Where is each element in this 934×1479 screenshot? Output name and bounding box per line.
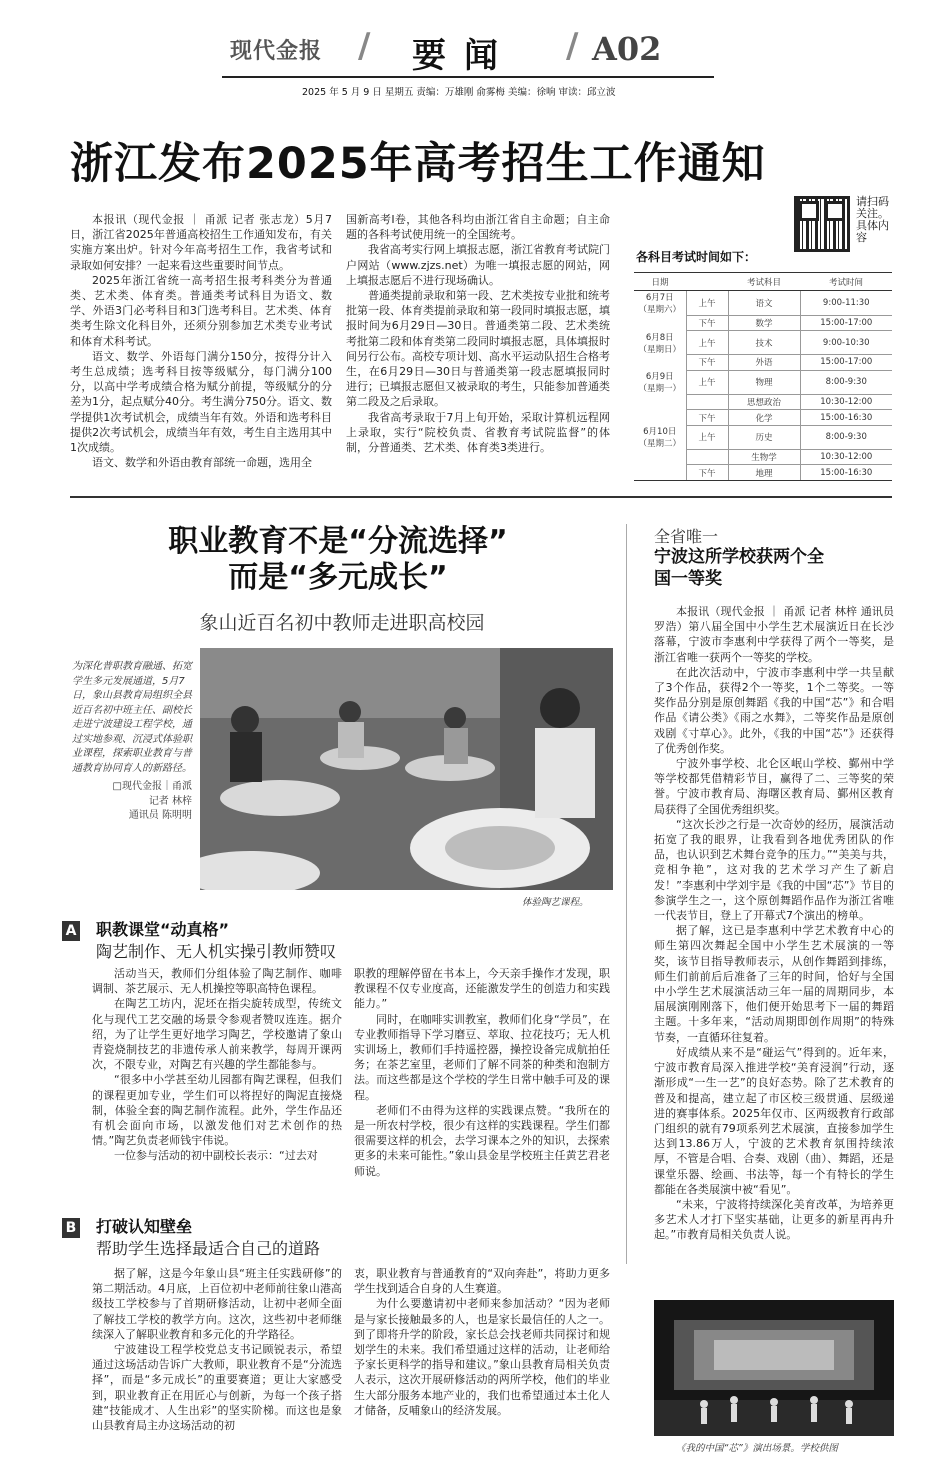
subject-cell: 物理 (728, 370, 800, 394)
photo-side-caption (72, 660, 192, 824)
section-divider (70, 496, 892, 498)
weekday-text: （星期二） (638, 439, 681, 450)
timetable-title: 各科目考试时间如下： (636, 250, 757, 264)
time-cell: 9:00-11:30 (800, 291, 892, 316)
period-cell: 下午 (686, 315, 728, 331)
paper-name: 现代金报 (230, 38, 323, 64)
subject-cell: 语文 (728, 291, 800, 316)
qr-code[interactable] (794, 196, 850, 252)
timetable-row (634, 394, 892, 410)
paragraph: 一位参与活动的初中副校长表示：“过去对 (114, 1149, 318, 1163)
date-cell (634, 465, 686, 481)
paragraph: 宁波外事学校、北仑区岷山学校、鄞州中学等学校都凭借精彩节目，赢得了二、三等奖的荣誉。宁波市教育局、海曙区教育局、鄞州区教育局获得了全国优秀组织奖。 (654, 757, 894, 816)
date-cell (634, 449, 686, 465)
paragraph: “未来，宁波将持续深化美育改革，为培养更多艺术人才打下坚实基础，让更多的新星再冉升起。”市教育局相关负责人说。 (654, 1197, 894, 1242)
section-b-title: 打破认知壁垒 (96, 1217, 193, 1236)
date-cell (634, 331, 686, 355)
credit-line: 记者 林梓 (148, 795, 192, 807)
paragraph: 国新高考Ⅰ卷，其他各科均由浙江省自主命题；自主命题的各科考试使用统一的全国统考。 (346, 213, 610, 242)
paragraph: 为什么要邀请初中老师来参加活动？“因为老师是与家长接触最多的人，也是家长最信任的人之一。到了即将升学的阶段，家长总会找老师共同探讨和规划学生的未来。我们希望通过这样的活动，让老师给予家长更科学的指导和建议。”象山县教育局相关负责人表示，这次开展研修活动的两所学校，他们的毕业生大部分服务本地产业的，我们也希望通过本土化人才储备，反哺象山的经济发展。 (354, 1297, 610, 1417)
credit-line: □现代金报｜甬派 (112, 781, 192, 792)
lead-column-1 (70, 212, 332, 470)
section-a-column-2 (354, 966, 610, 1179)
subject-cell: 历史 (728, 425, 800, 449)
date-cell (634, 355, 686, 371)
timetable-row (634, 315, 892, 331)
paragraph: 本报讯（现代金报 ｜ 甬派 记者 林梓 通讯员 罗浩）第八届全国中小学生艺术展演近日在长沙落幕，宁波市李惠利中学获得了两个一等奖，是浙江省唯一获两个一等奖的学校。 (654, 605, 894, 664)
dateline: 2025 年 5 月 9 日 星期五 责编：万雄刚 俞雾梅 美编：徐响 审读：邱立波 (302, 87, 616, 98)
story2-subtitle: 象山近百名初中教师走进职高校园 (199, 612, 485, 634)
paragraph: 据了解，这已是李惠利中学艺术教育中心的师生第四次舞起全国中小学生艺术展演的一等奖，该节目指导教师表示，从创作舞蹈到排练，师生们前前后后准备了三年的时间，恰好与全国中小学生艺术展演活动三年一届的周期同步，本届展演刚刚落下，他们便开始思考下一届的舞蹈主题。十多年来，“活动周期即创作周期”的特殊节奏，一直循环往复着。 (654, 924, 894, 1044)
subject-cell: 技术 (728, 331, 800, 355)
photo-credit (72, 780, 192, 824)
headline-line: 职业教育不是“分流选择” (168, 524, 508, 559)
period-cell: 下午 (686, 465, 728, 481)
time-cell: 15:00-16:30 (800, 465, 892, 481)
masthead (0, 0, 934, 100)
timetable-row (634, 410, 892, 426)
page-number: A02 (592, 30, 662, 68)
column-rule (626, 524, 627, 1264)
dance-photo (654, 1300, 894, 1436)
paragraph: 我省高考实行网上填报志愿，浙江省教育考试院门户网站（www.zjzs.net）为唯一填报志愿的网站，网上填报志愿后不进行现场确认。 (346, 243, 610, 287)
credit-line: 通讯员 陈明明 (128, 810, 192, 821)
date-cell (634, 315, 686, 331)
paragraph: 在陶艺工坊内，泥坯在指尖旋转成型，传统文化与现代工艺交融的场景令参观者赞叹连连。据介绍，为了让学生更好地学习陶艺，学校邀请了象山青瓷烧制技艺的非遗传承人前来教学，每周开课两次，不限专业，对陶艺有兴趣的学生都能参与。 (92, 997, 342, 1072)
timetable-row (634, 449, 892, 465)
masthead-slash: / (358, 26, 371, 66)
exam-timetable (634, 272, 892, 481)
time-cell: 15:00-17:00 (800, 355, 892, 371)
paragraph: “这次长沙之行是一次奇妙的经历，展演活动拓宽了我的眼界，让我看到各地优秀团队的作品，也认识到艺术舞台竞争的压力。”“美美与共，竞相争艳”，这对我的艺术学习产生了新启发！”李惠利中学刘宇是《我的中国“芯”》节目的参演学生之一，这个原创舞蹈作品作为浙江省唯一代表节目，登上了开幕式7个演出的榜单。 (654, 817, 894, 923)
date-cell (634, 410, 686, 426)
story3-body (654, 604, 894, 1243)
pottery-photo-image (200, 648, 613, 890)
paragraph: 衷，职业教育与普通教育的“双向奔赴”，将助力更多学生找到适合自身的人生赛道。 (354, 1267, 610, 1296)
date-text: 6月8日 (645, 332, 674, 343)
headline-line: 而是“多元成长” (228, 560, 448, 595)
subject-cell: 数学 (728, 315, 800, 331)
section-name: 要闻 (412, 36, 516, 76)
time-cell: 15:00-17:00 (800, 315, 892, 331)
period-cell: 上午 (686, 291, 728, 316)
section-a-title: 职教课堂“动真格” (96, 920, 230, 939)
weekday-text: （星期六） (638, 305, 681, 315)
header-cell: 考试科目 (728, 273, 800, 291)
section-b-column-2 (354, 1266, 610, 1418)
paragraph: 普通类提前录取和第一段、艺术类按专业批和统考批第一段、体育类提前录取和第一段同时填报志愿，填报时间为6月29日—30日。普通类第二段、艺术类统考批第二段和体育类第二段同时填报志愿，具体填报时间另行公布。高校专项计划、高水平运动队招生合格考生，在6月29日—30日与普通类第一段志愿填报同时进行；已填报志愿但又被录取的考生，只能参加普通类第二段及之后录取。 (346, 289, 610, 409)
timetable-row (634, 291, 892, 316)
subject-cell: 化学 (728, 410, 800, 426)
date-text: 6月10日 (643, 427, 677, 438)
story3-kicker: 全省唯一 (654, 527, 719, 546)
masthead-rule (222, 76, 714, 78)
lead-headline: 浙江发布2025年高考招生工作通知 (70, 139, 766, 189)
paragraph: 语文、数学、外语每门满分150分，按得分计入考生总成绩；选考科目按等级赋分，每门满分100分，以高中学考成绩合格为赋分前提，等级赋分的分差为1分，起点赋分40分。考生满分750分。语文、数学提供1次考试机会，成绩当年有效。外语和选考科目提供2次考试机会，成绩当年有效，考生自主选用其中1次成绩。 (70, 349, 332, 455)
subject-cell: 外语 (728, 355, 800, 371)
section-b-badge: B (62, 1218, 80, 1238)
paragraph: 本报讯（现代金报 ｜ 甬派 记者 张志龙）5月7日，浙江省2025年普通高校招生工作通知发布，有关实施方案出炉。针对今年高考招生工作，我省考试和录取如何安排？一起来看这些重要时间节点。 (70, 213, 332, 272)
section-b-column-1 (92, 1266, 342, 1433)
date-cell (634, 425, 686, 449)
paragraph: 我省高考录取于7月上旬开始，采取计算机远程网上录取，实行“院校负责、省教育考试院监督”的体制，分普通类、艺术类、体育类3类进行。 (346, 410, 610, 455)
period-cell: 上午 (686, 425, 728, 449)
paragraph: 活动当天，教师们分组体验了陶艺制作、咖啡调制、茶艺展示、无人机操控等职高特色课程。 (92, 967, 342, 996)
header-cell: 日期 (634, 273, 686, 291)
period-cell: 上午 (686, 331, 728, 355)
period-cell: 上午 (686, 370, 728, 394)
paragraph: 在此次活动中，宁波市李惠利中学一共呈献了3个作品，获得2个一等奖，1个二等奖。一等奖作品分别是原创舞蹈《我的中国“芯”》和合唱作品《请公类》《雨之水舞》，二等奖作品是原创戏剧《寸草心》。此外，《我的中国“芯”》还获得了优秀创作奖。 (654, 665, 894, 755)
paragraph: “很多中小学甚至幼儿园都有陶艺课程，但我们的课程更加专业，学生们可以将捏好的陶泥直接烧制，体验全套的陶艺制作流程。此外，学生作品还有机会面向市场，以激发他们对艺术创作的热情。”陶艺负责老师钱宇伟说。 (92, 1073, 342, 1148)
subject-cell: 地理 (728, 465, 800, 481)
time-cell: 10:30-12:00 (800, 449, 892, 465)
header-cell: 考试时间 (800, 273, 892, 291)
period-cell (686, 394, 728, 410)
period-cell: 下午 (686, 410, 728, 426)
section-b-subtitle: 帮助学生选择最适合自己的道路 (96, 1239, 321, 1258)
pottery-photo (200, 648, 613, 890)
paragraph: 同时，在咖啡实训教室，教师们化身“学员”，在专业教师指导下学习磨豆、萃取、拉花技巧；无人机实训场上，教师们手持遥控器，操控设备完成航拍任务；在茶艺室里，老师们了解不同茶的种类和泡制方法。而这些都是这个学校的学生日常中触手可及的课程。 (354, 1012, 610, 1102)
qr-caption-line: 具体内容 (856, 219, 889, 244)
dance-photo-image (654, 1300, 894, 1436)
paragraph: 好成绩从来不是“碰运气”得到的。近年来，宁波市教育局深入推进学校“美育浸润”行动，逐渐形成“一生一艺”的良好态势。除了艺术教育的普及和提高，建立起了市区校三级贯通、层级递进的赛事体系。2025年仅市、区两级教育行政部门组织的就有79项系列艺术展演，直接参加学生达到13.86万人，宁波的艺术教育氛围持续浓厚，不管是合唱、合奏、戏剧（曲）、舞蹈，还是课堂乐器、绘画、书法等，每一个有特长的学生都能在各类展演中被“看见”。 (654, 1045, 894, 1196)
date-text: 6月9日 (645, 372, 674, 383)
timetable-row (634, 331, 892, 355)
header-cell (686, 273, 728, 291)
caption-text: 为深化普职教育融通、拓宽学生多元发展通道，5月7日，象山县教育局组织全县近百名初中班主任、副校长走进宁波建设工程学校，通过实地参观、沉浸式体验职业课程，探索职业教育与普通教育协同育人的新路径。 (72, 661, 192, 774)
date-text: 6月7日 (645, 293, 674, 303)
lead-column-2 (346, 212, 610, 455)
timetable-row (634, 425, 892, 449)
date-cell (634, 370, 686, 394)
photo-caption: 体验陶艺课程。 (522, 897, 589, 908)
section-a-subtitle: 陶艺制作、无人机实操引教师赞叹 (96, 942, 337, 961)
story3-headline: 宁波这所学校获两个全国一等奖 (654, 547, 824, 589)
timetable-row (634, 370, 892, 394)
masthead-slash: / (566, 26, 579, 66)
photo-caption: 《我的中国“芯”》演出场景。学校供图 (676, 1443, 838, 1454)
period-cell (686, 449, 728, 465)
time-cell: 10:30-12:00 (800, 394, 892, 410)
time-cell: 8:00-9:30 (800, 425, 892, 449)
weekday-text: （星期一） (638, 384, 681, 395)
time-cell: 9:00-10:30 (800, 331, 892, 355)
paragraph: 据了解，这是今年象山县“班主任实践研修”的第二期活动。4月底，上百位初中老师前往象山港高级技工学校参与了首期研修活动，让初中老师全面了解技工学校的教学方向。这次，这些初中老师继续深入了解职业教育和多元化的升学路径。 (92, 1267, 342, 1341)
date-cell (634, 394, 686, 410)
paragraph: 老师们不由得为这样的实践课点赞。“我所在的是一所农村学校，很少有这样的实践课程。学生们都很需要这样的机会，去学习课本之外的知识，去探索更多的未来可能性。”象山县金星学校班主任黄艺君老师说。 (354, 1103, 610, 1178)
subject-cell: 思想政治 (728, 394, 800, 410)
paragraph: 2025年浙江省统一高考招生报考科类分为普通类、艺术类、体育类。普通类考试科目为语文、数学、外语3门必考科目和3门选考科目。艺术类、体育类考生除文化科目外，还须分别参加艺术类专业考试和体育术科考试。 (70, 273, 332, 348)
timetable-row (634, 355, 892, 371)
paragraph: 职教的理解停留在书本上，今天亲手操作才发现，职教课程不仅专业度高，还能激发学生的创造力和实践能力。” (354, 967, 610, 1011)
qr-caption (856, 196, 890, 244)
date-cell (634, 291, 686, 316)
qr-caption-line: 请扫码关注。 (856, 195, 889, 220)
section-a-badge: A (62, 921, 80, 941)
time-cell: 15:00-16:30 (800, 410, 892, 426)
story2-headline (128, 524, 548, 596)
paragraph: 宁波建设工程学校党总支书记顾锐表示，希望通过这场活动告诉广大教师，职业教育不是“分流选择”，而是“多元成长”的重要赛道；更让大家感受到，职业教育正在用匠心与创新，为每一个孩子搭建“技能成才、人生出彩”的坚实阶梯。而这也是象山县教育局主办这场活动的初 (92, 1343, 342, 1433)
time-cell: 8:00-9:30 (800, 370, 892, 394)
subject-cell: 生物学 (728, 449, 800, 465)
timetable-header (634, 273, 892, 291)
paragraph: 语文、数学和外语由教育部统一命题，选用全 (92, 456, 312, 470)
timetable-row (634, 465, 892, 481)
weekday-text: （星期日） (638, 344, 681, 355)
period-cell: 下午 (686, 355, 728, 371)
section-a-column-1 (92, 966, 342, 1164)
